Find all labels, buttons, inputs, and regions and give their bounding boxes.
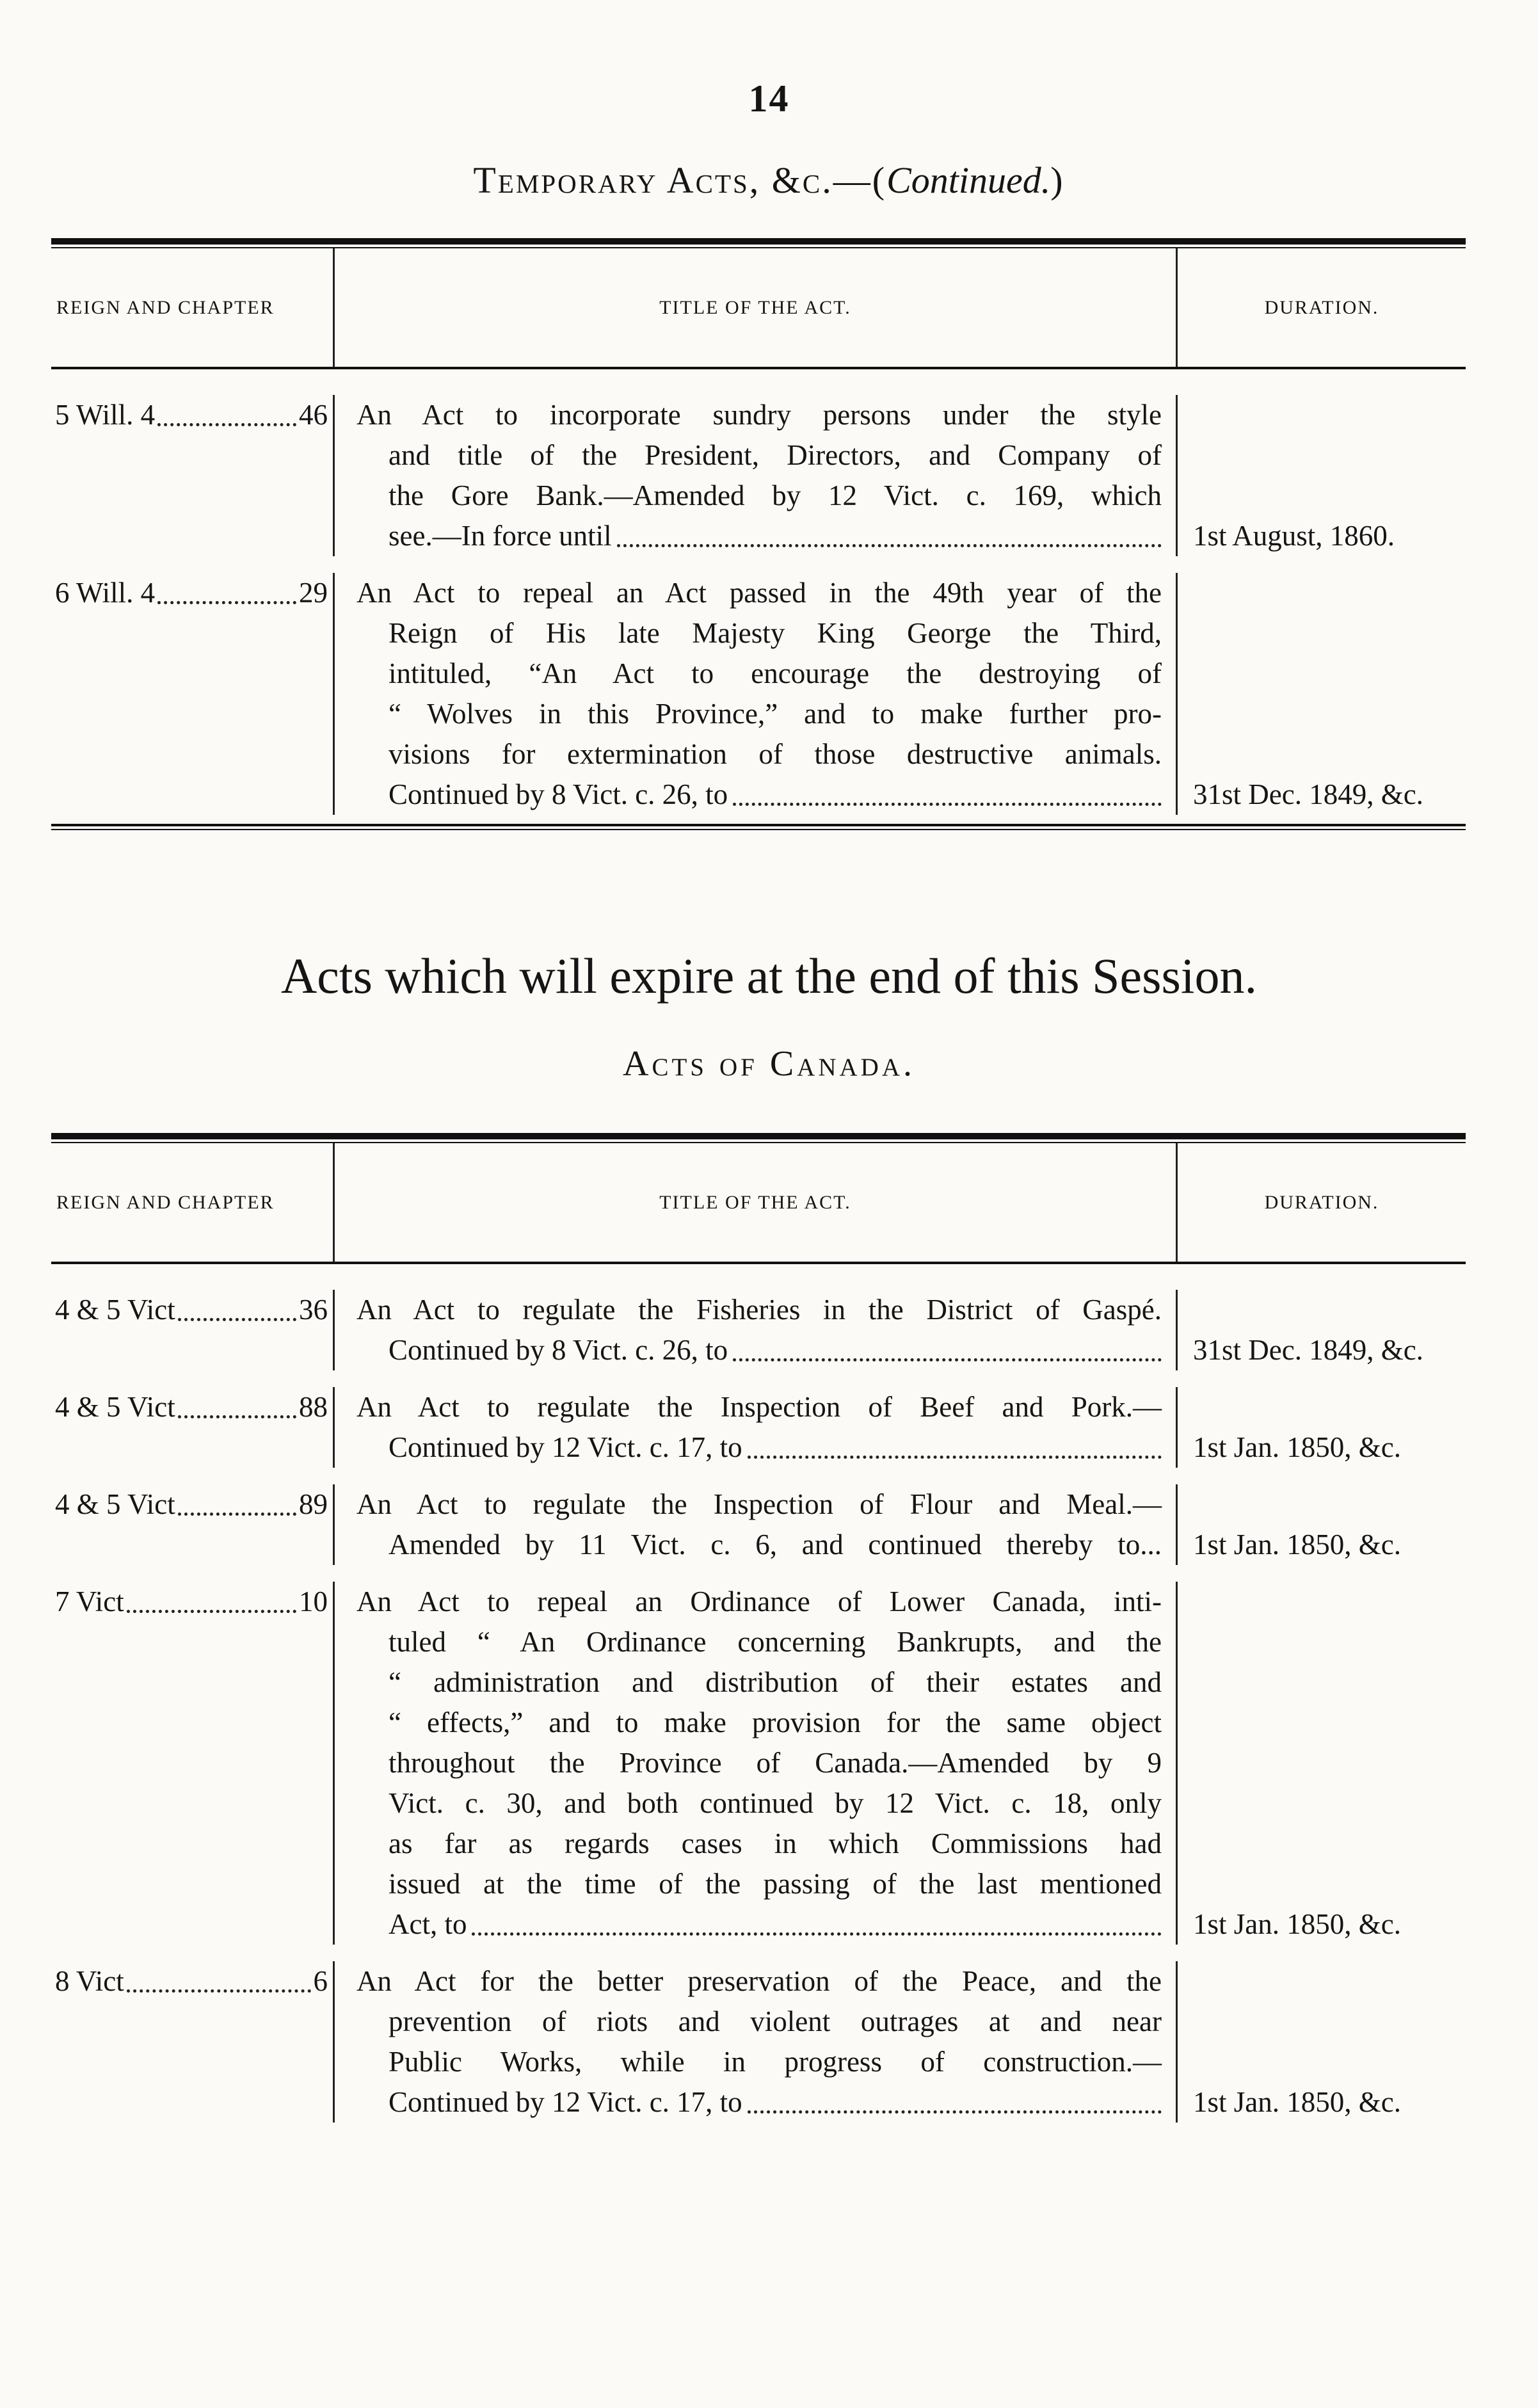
chapter: 36: [299, 1294, 328, 1326]
expiring-acts-table: [51, 1133, 1466, 2123]
act-title-line: issued at the time of the passing of the last mentioned: [389, 1868, 1162, 1900]
temporary-acts-title-main: Temporary Acts, &c.—(: [473, 159, 887, 201]
reign: 5 Will. 4: [55, 399, 156, 431]
table-top-rule: [51, 1133, 1466, 1139]
temporary-acts-title-close: ): [1050, 159, 1065, 201]
table-top-rule: [51, 238, 1466, 245]
table-bottom-rule-thin: [51, 829, 1466, 830]
act-title-cell: [333, 1387, 1178, 1468]
act-title-line: “ effects,” and to make provision for the same object: [389, 1706, 1162, 1738]
act-title-line: An Act to regulate the Inspection of Beef and Pork.—: [356, 1391, 1162, 1423]
chapter: 10: [299, 1585, 328, 1617]
reign-cell: [51, 1484, 333, 1565]
act-title-line: [356, 1904, 1162, 1945]
header-reign-and-chapter: REIGN AND CHAPTER: [56, 296, 275, 318]
duration: 1st Jan. 1850, &c.: [1193, 1529, 1401, 1561]
chapter: 88: [299, 1391, 328, 1423]
act-title-line: [356, 516, 1162, 556]
act-title-line: throughout the Province of Canada.—Amended by 9: [389, 1747, 1162, 1779]
reign: 4 & 5 Vict: [55, 1488, 175, 1520]
table-header: [51, 1143, 1466, 1262]
temporary-acts-title-continued: Continued.: [886, 159, 1051, 201]
act-title-line: An Act to repeal an Ordinance of Lower Canada, inti-: [356, 1585, 1162, 1617]
act-title-line: as far as regards cases in which Commissions had: [389, 1827, 1162, 1859]
act-title-cell: [333, 1484, 1178, 1565]
header-duration: DURATION.: [1264, 1191, 1379, 1213]
temporary-acts-title: [0, 159, 1538, 202]
act-title-line-text: see.—In force until: [389, 520, 612, 552]
reign-cell: [51, 395, 333, 556]
reign: 6 Will. 4: [55, 577, 156, 609]
temporary-acts-table: [51, 238, 1466, 830]
reign-cell: [51, 1387, 333, 1468]
chapter: 89: [299, 1488, 328, 1520]
dot-leader: [178, 1290, 296, 1321]
act-title-line-text: Continued by 12 Vict. c. 17, to: [389, 1431, 742, 1463]
act-title-line: [356, 775, 1162, 815]
table-row: [51, 395, 1466, 556]
dot-leader: [748, 1427, 1162, 1459]
table-row: [51, 573, 1466, 815]
act-title-line-text: Continued by 8 Vict. c. 26, to: [389, 1334, 728, 1366]
duration: 1st Jan. 1850, &c.: [1193, 1431, 1401, 1463]
expiring-acts-heading: Acts which will expire at the end of this Session.: [280, 948, 1258, 1004]
act-title-line: Amended by 11 Vict. c. 6, and continued thereby to...: [389, 1529, 1162, 1561]
act-title-line: Public Works, while in progress of construction.—: [389, 2046, 1162, 2078]
dot-leader: [178, 1484, 296, 1516]
act-title-line-text: Continued by 8 Vict. c. 26, to: [389, 778, 728, 810]
act-title-line: [356, 1427, 1162, 1468]
reign: 4 & 5 Vict: [55, 1294, 175, 1326]
dot-leader: [733, 775, 1162, 806]
dot-leader: [127, 1961, 311, 1993]
act-title-line: Vict. c. 30, and both continued by 12 Vict. c. 18, only: [389, 1787, 1162, 1819]
table-row: [51, 1961, 1466, 2123]
act-title-line-text: Continued by 12 Vict. c. 17, to: [389, 2086, 742, 2118]
acts-of-canada-heading: Acts of Canada.: [623, 1044, 915, 1084]
table-body: [51, 369, 1466, 815]
dot-leader: [472, 1904, 1162, 1936]
duration: 1st Jan. 1850, &c.: [1193, 2086, 1401, 2118]
reign: 7 Vict: [55, 1585, 124, 1617]
table-header: [51, 248, 1466, 367]
header-title-of-act: TITLE OF THE ACT.: [333, 1143, 1178, 1262]
act-title-cell: [333, 395, 1178, 556]
duration: 31st Dec. 1849, &c.: [1193, 1334, 1423, 1366]
act-title-line: An Act for the better preservation of the Peace, and the: [356, 1965, 1162, 1997]
header-reign-and-chapter: REIGN AND CHAPTER: [56, 1191, 275, 1213]
dot-leader: [733, 1330, 1162, 1361]
page-number: 14: [748, 77, 790, 120]
dot-leader: [617, 516, 1162, 547]
act-title-line: An Act to regulate the Inspection of Flour and Meal.—: [356, 1488, 1162, 1520]
reign-cell: [51, 1290, 333, 1370]
dot-leader: [748, 2082, 1162, 2114]
act-title-line: the Gore Bank.—Amended by 12 Vict. c. 169, which: [389, 479, 1162, 511]
act-title-line: and title of the President, Directors, and Company of: [389, 439, 1162, 471]
header-title-of-act: TITLE OF THE ACT.: [333, 248, 1178, 367]
act-title-cell: [333, 1290, 1178, 1370]
act-title-cell: [333, 573, 1178, 815]
act-title-line-text: Act, to: [389, 1908, 467, 1940]
act-title-line: An Act to regulate the Fisheries in the District of Gaspé.: [356, 1294, 1162, 1326]
chapter: 29: [299, 577, 328, 609]
chapter: 6: [313, 1965, 328, 1997]
act-title-line: An Act to incorporate sundry persons under the style: [356, 399, 1162, 431]
reign-cell: [51, 1582, 333, 1945]
duration: 1st Jan. 1850, &c.: [1193, 1908, 1401, 1940]
table-row: [51, 1387, 1466, 1468]
reign-cell: [51, 1961, 333, 2123]
act-title-line: An Act to repeal an Act passed in the 49th year of the: [356, 577, 1162, 609]
reign: 8 Vict: [55, 1965, 124, 1997]
act-title-cell: [333, 1961, 1178, 2123]
reign-cell: [51, 573, 333, 815]
reign: 4 & 5 Vict: [55, 1391, 175, 1423]
act-title-line: Reign of His late Majesty King George the Third,: [389, 617, 1162, 649]
duration: 31st Dec. 1849, &c.: [1193, 778, 1423, 810]
dot-leader: [157, 395, 296, 426]
dot-leader: [157, 573, 296, 604]
table-bottom-rule: [51, 824, 1466, 826]
table-row: [51, 1484, 1466, 1565]
chapter: 46: [299, 399, 328, 431]
act-title-line: intituled, “An Act to encourage the destroying of: [389, 657, 1162, 689]
header-duration: DURATION.: [1264, 296, 1379, 318]
act-title-line: prevention of riots and violent outrages at and near: [389, 2005, 1162, 2037]
act-title-line: [356, 2082, 1162, 2123]
table-row: [51, 1582, 1466, 1945]
act-title-cell: [333, 1582, 1178, 1945]
table-row: [51, 1290, 1466, 1370]
act-title-line: “ Wolves in this Province,” and to make further pro-: [389, 698, 1162, 730]
dot-leader: [178, 1387, 296, 1418]
act-title-line: tuled “ An Ordinance concerning Bankrupts, and the: [389, 1626, 1162, 1658]
act-title-line: visions for extermination of those destructive animals.: [389, 738, 1162, 770]
table-body: [51, 1264, 1466, 2123]
act-title-line: [356, 1330, 1162, 1370]
dot-leader: [127, 1582, 296, 1613]
act-title-line: “ administration and distribution of their estates and: [389, 1666, 1162, 1698]
duration: 1st August, 1860.: [1193, 520, 1395, 552]
